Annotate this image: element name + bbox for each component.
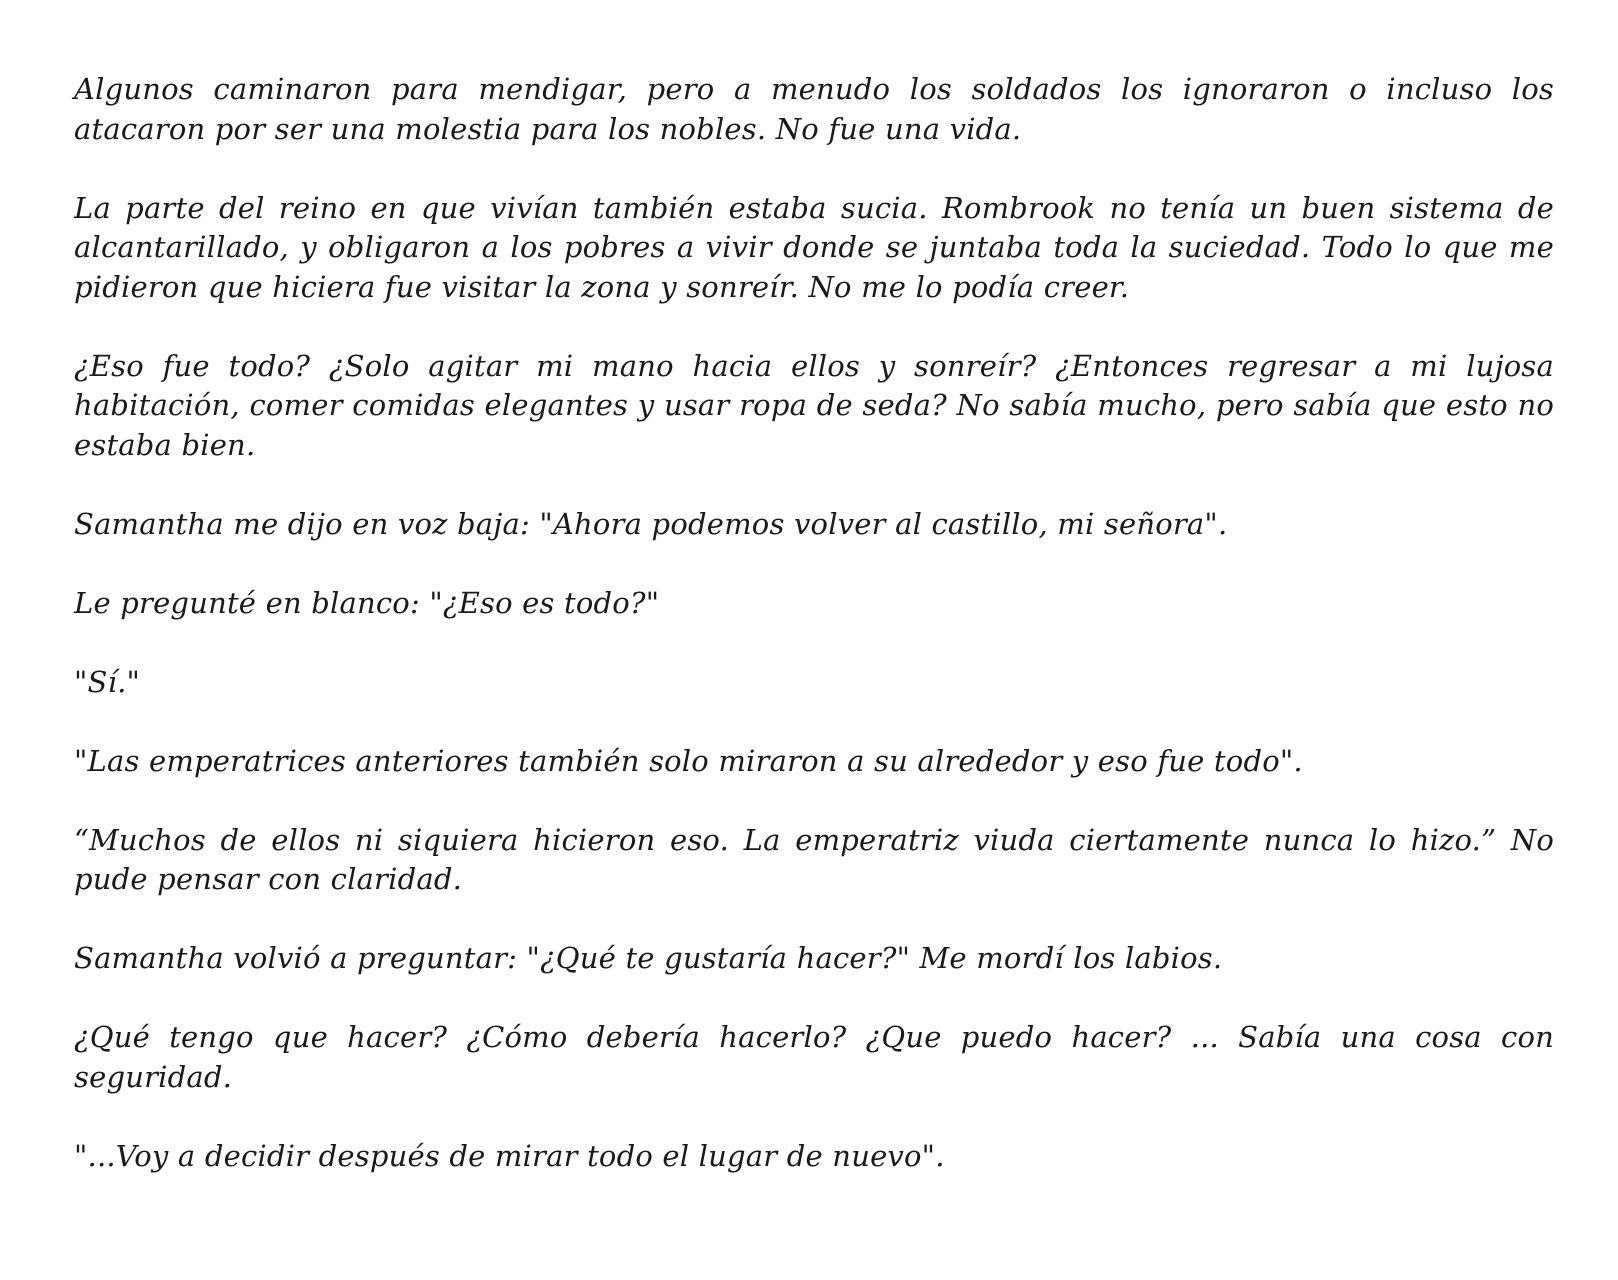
paragraph-2: La parte del reino en que vivían también estaba sucia. Rombrook no tenía un buen sistema de alcantarillado, y obligaron a los pobres a vivir donde se juntaba toda la suciedad. Todo lo que me pidieron que hiciera fue visitar la zona y sonreír. No me lo podía creer. xyxy=(74,190,1554,304)
paragraph-7: "Las emperatrices anteriores también solo miraron a su alrededor y eso fue todo". xyxy=(74,743,1303,778)
paragraph-5: Le pregunté en blanco: "¿Eso es todo?" xyxy=(74,585,660,620)
paragraph-10: ¿Qué tengo que hacer? ¿Cómo debería hacerlo? ¿Que puedo hacer? ... Sabía una cosa con seguridad. xyxy=(74,1020,1554,1094)
paragraph-3: ¿Eso fue todo? ¿Solo agitar mi mano hacia ellos y sonreír? ¿Entonces regresar a mi lujosa habitación, comer comidas elegantes y usar ropa de seda? No sabía mucho, pero sabía que esto no estaba bien. xyxy=(74,348,1554,462)
paragraph-1: Algunos caminaron para mendigar, pero a menudo los soldados los ignoraron o incluso los atacaron por ser una molestia para los nobles. No fue una vida. xyxy=(74,72,1554,146)
paragraph-4: Samantha me dijo en voz baja: "Ahora podemos volver al castillo, mi señora". xyxy=(74,506,1228,541)
paragraph-11: "...Voy a decidir después de mirar todo el lugar de nuevo". xyxy=(74,1138,945,1173)
paragraph-9: Samantha volvió a preguntar: "¿Qué te gustaría hacer?" Me mordí los labios. xyxy=(74,941,1223,975)
paragraph-6: "Sí." xyxy=(74,664,141,699)
document-page xyxy=(74,70,1554,1176)
paragraph-8: “Muchos de ellos ni siquiera hicieron eso. La emperatriz viuda ciertamente nunca lo hizo.” No pude pensar con claridad. xyxy=(74,822,1554,896)
